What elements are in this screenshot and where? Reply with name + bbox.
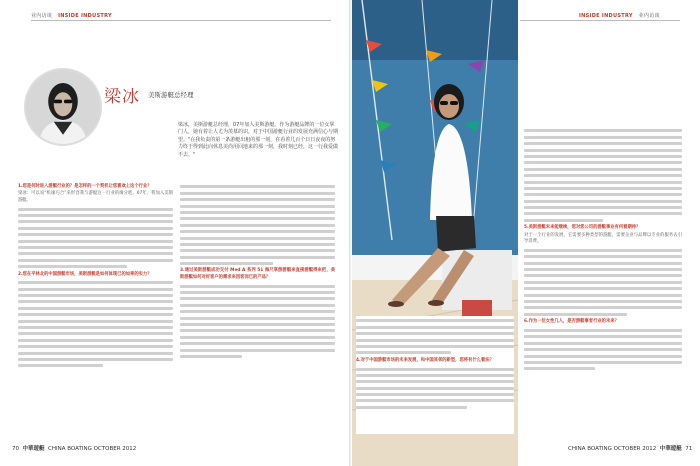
left-section-label: 业内访谈	[31, 13, 53, 19]
intro-paragraph: 梁冰，美斯游艇总经理，07年加入美斯游艇。作为游艇品牌的一位女掌门人，她有着让人尤为羡慕的识，对于中国游艇行业的发展充满信心与期望。"在我负责的第一条游艇出租的那一刻，在看着几百个日日夜夜的努力终于得到此向休息美尚用回地来的那一刻，我时刻已经，这一行我爱做不去。"	[178, 122, 339, 158]
profile-role: 美斯游艇总经理	[148, 91, 194, 99]
portrait-figure-icon	[26, 70, 100, 144]
question-6: 6.作为一位女性几人，是否游艇事者行业的未来？	[524, 319, 619, 325]
answer-2-continued	[180, 185, 335, 265]
answer-6-body	[524, 329, 682, 370]
answer-3-tail	[356, 319, 514, 354]
left-page-header	[31, 12, 112, 19]
right-footer	[568, 444, 692, 452]
left-header-rule	[31, 20, 331, 21]
question-4: 4.对于中国游艇市场的未来发展，和中国其邻的新型，您将有什么看法？	[356, 357, 494, 363]
right-section-tag: INSIDE INDUSTRY	[579, 13, 633, 19]
right-footer-issue: CHINA BOATING OCTOBER 2012	[568, 446, 657, 452]
left-column-1	[18, 182, 173, 434]
left-footer-brand: 中華遊艇	[22, 446, 45, 452]
answer-3-continued	[524, 129, 682, 221]
left-page-number: 70	[12, 446, 19, 452]
right-footer-brand: 中華遊艇	[659, 446, 682, 452]
question-2: 2.您在平林北的中国游艇市场，美斯游艇是如何体现已的如果的实力？	[18, 271, 152, 277]
right-page-number: 71	[685, 446, 693, 452]
question-1: 1.您是何时进入游艇行业的？是怎样的一个契机让您喜欢上这个行业？	[18, 184, 152, 189]
right-column	[524, 126, 682, 438]
answer-3-body	[180, 285, 335, 358]
left-footer-issue: CHINA BOATING OCTOBER 2012	[48, 446, 137, 452]
right-lower-column	[356, 316, 514, 434]
right-page-header	[575, 12, 660, 19]
right-section-label: 业内访谈	[638, 13, 660, 19]
profile-name: 梁冰	[104, 87, 140, 107]
left-section-tag: INSIDE INDUSTRY	[58, 13, 112, 19]
answer-4-body	[356, 368, 514, 409]
answer-5-body	[524, 249, 682, 316]
answer-1-body	[18, 208, 173, 269]
answer-5-lead: 对于一个行业的发展，它需要多种类型的游艇，需要企业与品牌以专业的服务去引导消费。	[524, 232, 682, 245]
left-column-2	[180, 182, 335, 434]
answer-2-body	[18, 281, 173, 367]
left-footer	[12, 444, 136, 452]
question-3: 3.通过美斯游艇成功交付 Med A 系列 51 海尺享游游艇来直接游艇得来把，美斯游艇如何对好客户的需求来因客而已的产品？	[180, 268, 335, 280]
portrait-photo	[24, 68, 102, 146]
right-header-rule	[520, 20, 680, 21]
answer-1-lead: 梁冰：可以说“机缘巧合”来形容我与游艇这一行业的缘分吧。07年，我加入美斯游艇。	[18, 191, 173, 203]
question-5: 5.美斯游艇未来能继续，您对您公司的游艇事业有何看期待？	[524, 225, 641, 231]
